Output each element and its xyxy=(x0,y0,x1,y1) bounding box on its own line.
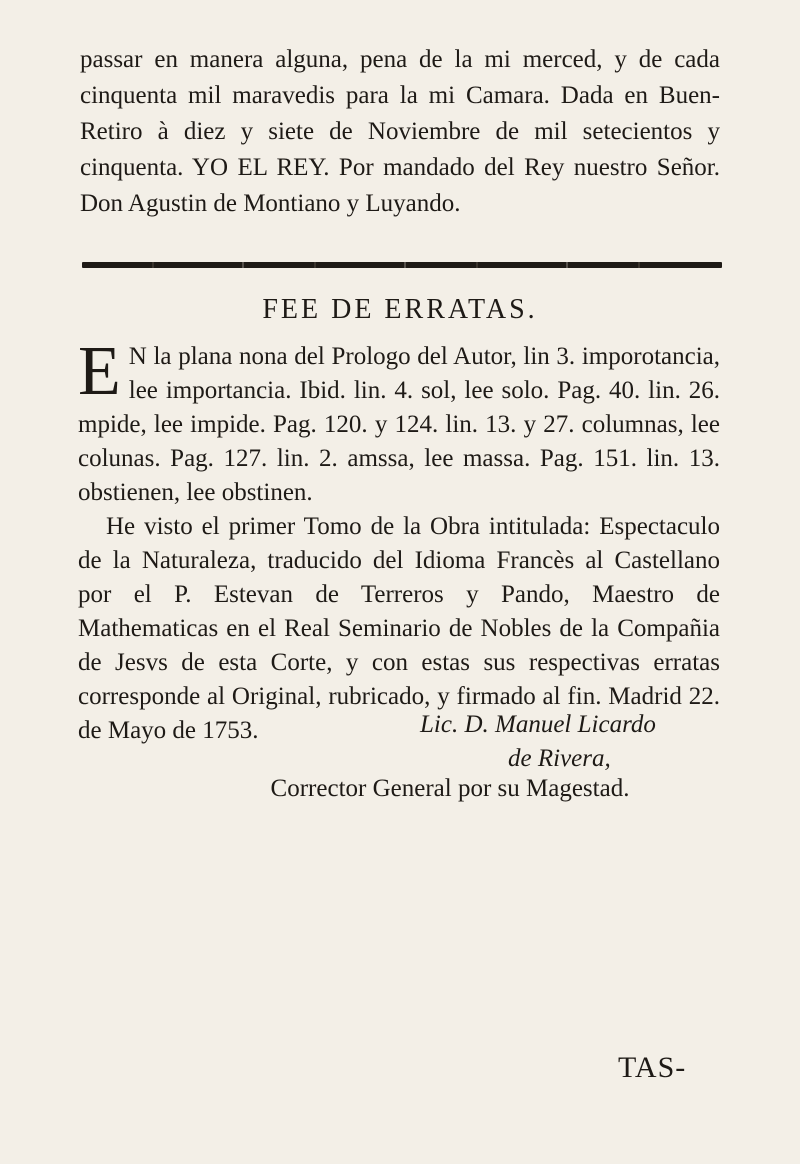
certification-paragraph: He visto el primer Tomo de la Obra intitulada: Espectaculo de la Naturaleza, traducido del Idioma Francès al Castellano por el P. Estevan de Terreros y Pando, Maestro de Mathematicas en el Real Seminario de Nobles de la Compañia de Jesvs de esta Corte, y con estas sus respectivas erratas corresponde al Original, rubricado, y firmado al fin. Madrid 22. de Mayo de 1753. xyxy=(78,513,720,744)
drop-cap: E xyxy=(78,333,121,410)
catchword: TAS- xyxy=(618,1051,687,1084)
signature-surname: de Rivera, xyxy=(508,745,611,772)
corrector-role: Corrector General por su Magestad. xyxy=(270,775,630,802)
ornamental-rule xyxy=(82,262,722,268)
intro-paragraph xyxy=(80,42,720,222)
signature-block xyxy=(420,708,720,776)
signature-name: Lic. D. Manuel Licardo xyxy=(420,711,656,738)
errata-paragraph xyxy=(78,333,720,510)
errata-text: N la plana nona del Prologo del Autor, lin 3. imporotancia, lee importancia. Ibid. lin. 4. sol, lee solo. Pag. 40. lin. 26. mpide, lee impide. Pag. 120. y 124. lin. 13. y 27. columnas, lee colunas. Pag. 127. lin. 2. amssa, lee massa. Pag. 151. lin. 13. obstienen, lee obstinen. xyxy=(78,343,720,506)
intro-text: passar en manera alguna, pena de la mi merced, y de cada cinquenta mil maravedis para la mi Camara. Dada en Buen-Retiro à diez y siete de Noviembre de mil setecientos y cinquenta. YO EL REY. Por mandado del Rey nuestro Señor. Don Agustin de Montiano y Luyando. xyxy=(80,46,720,217)
errata-heading: FEE DE ERRATAS. xyxy=(262,294,538,325)
errata-body xyxy=(78,333,720,748)
